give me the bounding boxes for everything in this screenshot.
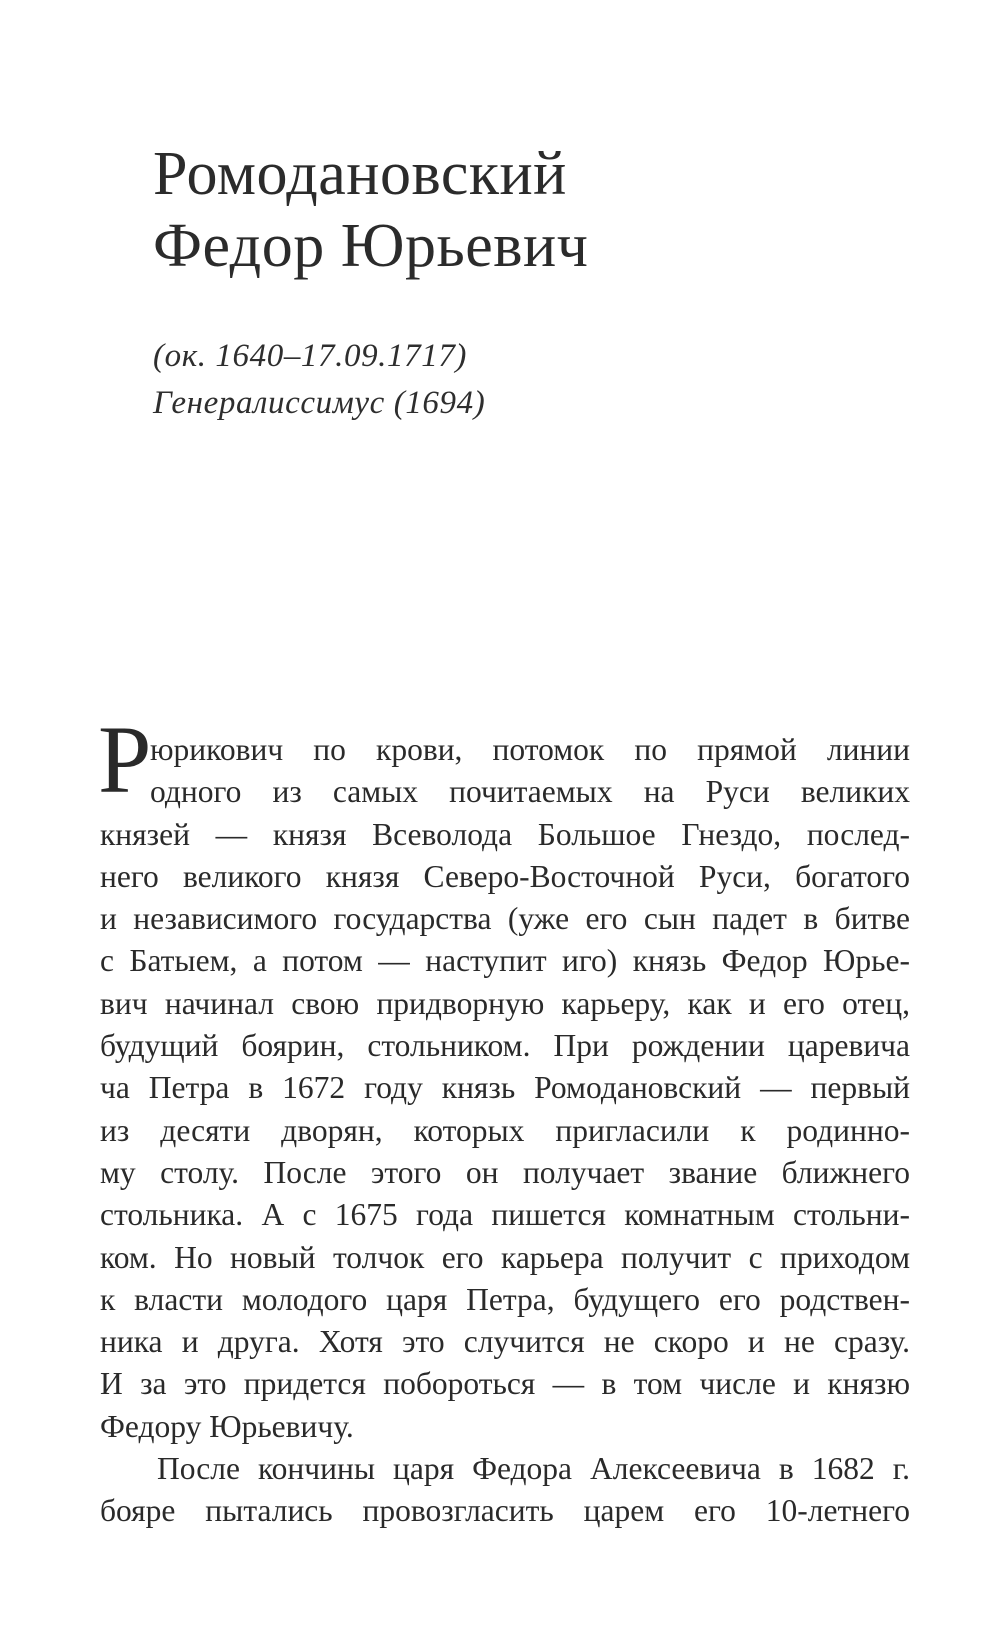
title-given-names: Федор Юрьевич bbox=[153, 212, 589, 280]
drop-cap: Р bbox=[98, 706, 152, 813]
text-line: бояре пытались провозгласить царем его 10-летнего bbox=[100, 1493, 910, 1529]
subtitle-block bbox=[153, 333, 485, 427]
life-dates: (ок. 1640–17.09.1717) bbox=[153, 338, 468, 374]
text-line: князей — князя Всеволода Большое Гнездо, послед- bbox=[100, 816, 910, 852]
title-surname: Ромодановский bbox=[153, 140, 567, 208]
text-line: вич начинал свою придворную карьеру, как и его отец, bbox=[100, 985, 910, 1021]
text-line: одного из самых почитаемых на Руси великих bbox=[150, 774, 910, 810]
text-line: ком. Но новый толчок его карьера получит с приходом bbox=[100, 1239, 910, 1275]
page-title bbox=[153, 138, 588, 282]
text-line: него великого князя Северо-Восточной Руси, богатого bbox=[100, 858, 910, 894]
body-text bbox=[100, 729, 910, 1533]
text-line: му столу. После этого он получает звание ближнего bbox=[100, 1154, 910, 1190]
text-line: Федору Юрьевичу. bbox=[100, 1408, 354, 1444]
text-line: стольника. А с 1675 года пишется комнатным стольни- bbox=[100, 1197, 910, 1233]
text-line: и независимого государства (уже его сын падет в битве bbox=[100, 901, 910, 937]
text-line: ча Петра в 1672 году князь Ромодановский — первый bbox=[100, 1070, 910, 1106]
text-line: с Батыем, а потом — наступит иго) князь Федор Юрье- bbox=[100, 943, 910, 979]
text-line: из десяти дворян, которых пригласили к родинно- bbox=[100, 1112, 910, 1148]
text-line: И за это придется побороться — в том числе и князю bbox=[100, 1366, 910, 1402]
text-line: ника и друга. Хотя это случится не скоро и не сразу. bbox=[100, 1324, 910, 1360]
military-rank: Генералиссимус (1694) bbox=[153, 385, 486, 421]
text-line: к власти молодого царя Петра, будущего его родствен- bbox=[100, 1281, 910, 1317]
text-line: юрикович по крови, потомок по прямой линии bbox=[150, 732, 910, 767]
text-line: После кончины царя Федора Алексеевича в 1682 г. bbox=[157, 1451, 910, 1487]
text-line: будущий боярин, стольником. При рождении царевичa bbox=[100, 1028, 910, 1064]
